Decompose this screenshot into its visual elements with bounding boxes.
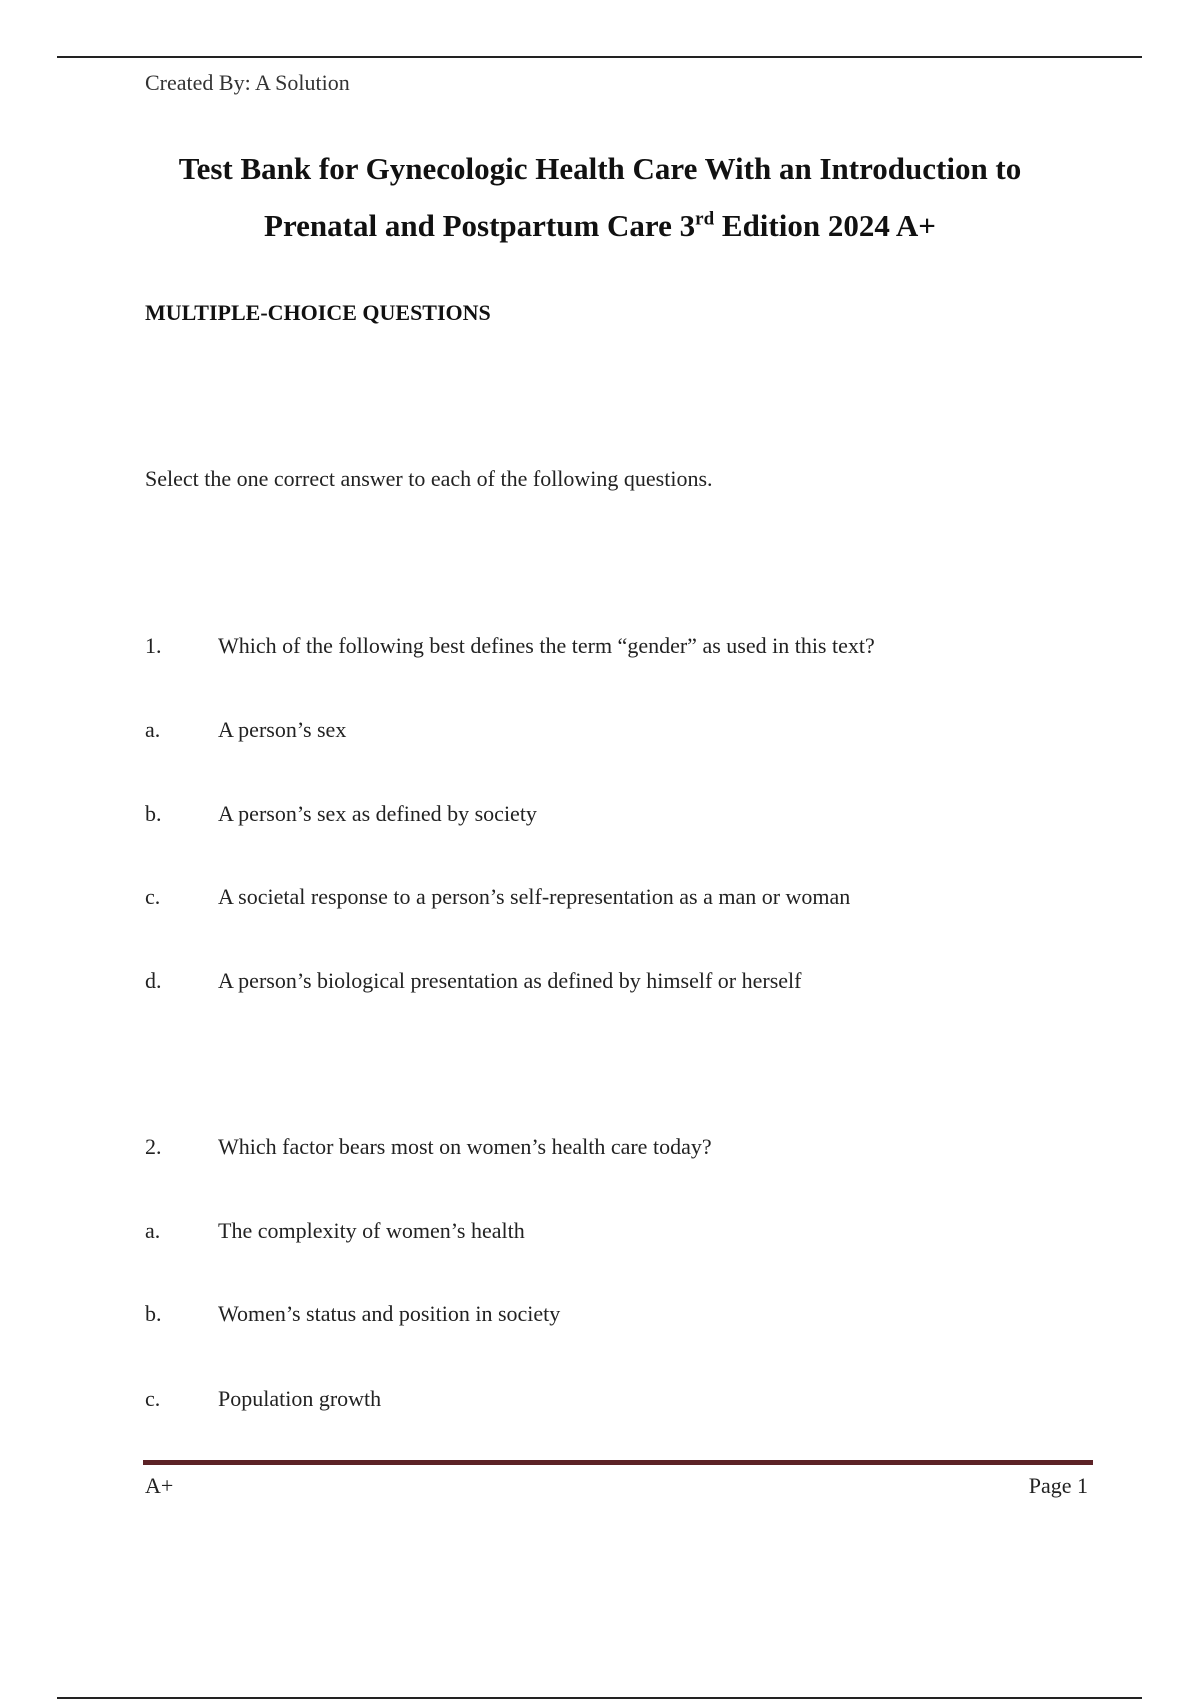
title-ordinal-suffix: rd: [695, 208, 715, 230]
option-letter: b.: [145, 801, 162, 826]
option-letter: a.: [145, 717, 161, 742]
title-line-1: Test Bank for Gynecologic Health Care With an Introduction to: [178, 151, 1022, 186]
document-title: [100, 140, 1100, 254]
footer-grade: A+: [145, 1473, 174, 1498]
option-letter: d.: [145, 968, 162, 993]
question-number: 2.: [145, 1134, 162, 1159]
section-heading: MULTIPLE-CHOICE QUESTIONS: [145, 300, 491, 325]
option-letter: b.: [145, 1301, 162, 1326]
option-text: A person’s sex as defined by society: [218, 801, 537, 826]
page-number: Page 1: [1028, 1473, 1088, 1498]
option-letter: a.: [145, 1218, 161, 1243]
question-text: Which of the following best defines the term “gender” as used in this text?: [218, 633, 875, 658]
question-number: 1.: [145, 633, 162, 658]
option-text: A person’s biological presentation as defined by himself or herself: [218, 968, 802, 993]
option-text: A societal response to a person’s self-representation as a man or woman: [218, 884, 851, 909]
question-text: Which factor bears most on women’s health care today?: [218, 1134, 712, 1159]
option-text: A person’s sex: [218, 717, 347, 742]
option-letter: c.: [145, 884, 161, 909]
option-text: Women’s status and position in society: [218, 1301, 561, 1326]
option-letter: c.: [145, 1386, 161, 1411]
title-line-2-tail: Edition 2024 A+: [714, 208, 936, 243]
footer-rule: [143, 1460, 1093, 1465]
title-line-2-main: Prenatal and Postpartum Care 3: [264, 208, 696, 243]
title-line-2: [100, 197, 1100, 254]
top-rule: [57, 56, 1142, 58]
option-text: The complexity of women’s health: [218, 1218, 525, 1243]
created-by-header: Created By: A Solution: [145, 70, 350, 95]
option-text: Population growth: [218, 1386, 382, 1411]
instructions: Select the one correct answer to each of the following questions.: [145, 466, 713, 491]
bottom-rule: [57, 1697, 1142, 1699]
